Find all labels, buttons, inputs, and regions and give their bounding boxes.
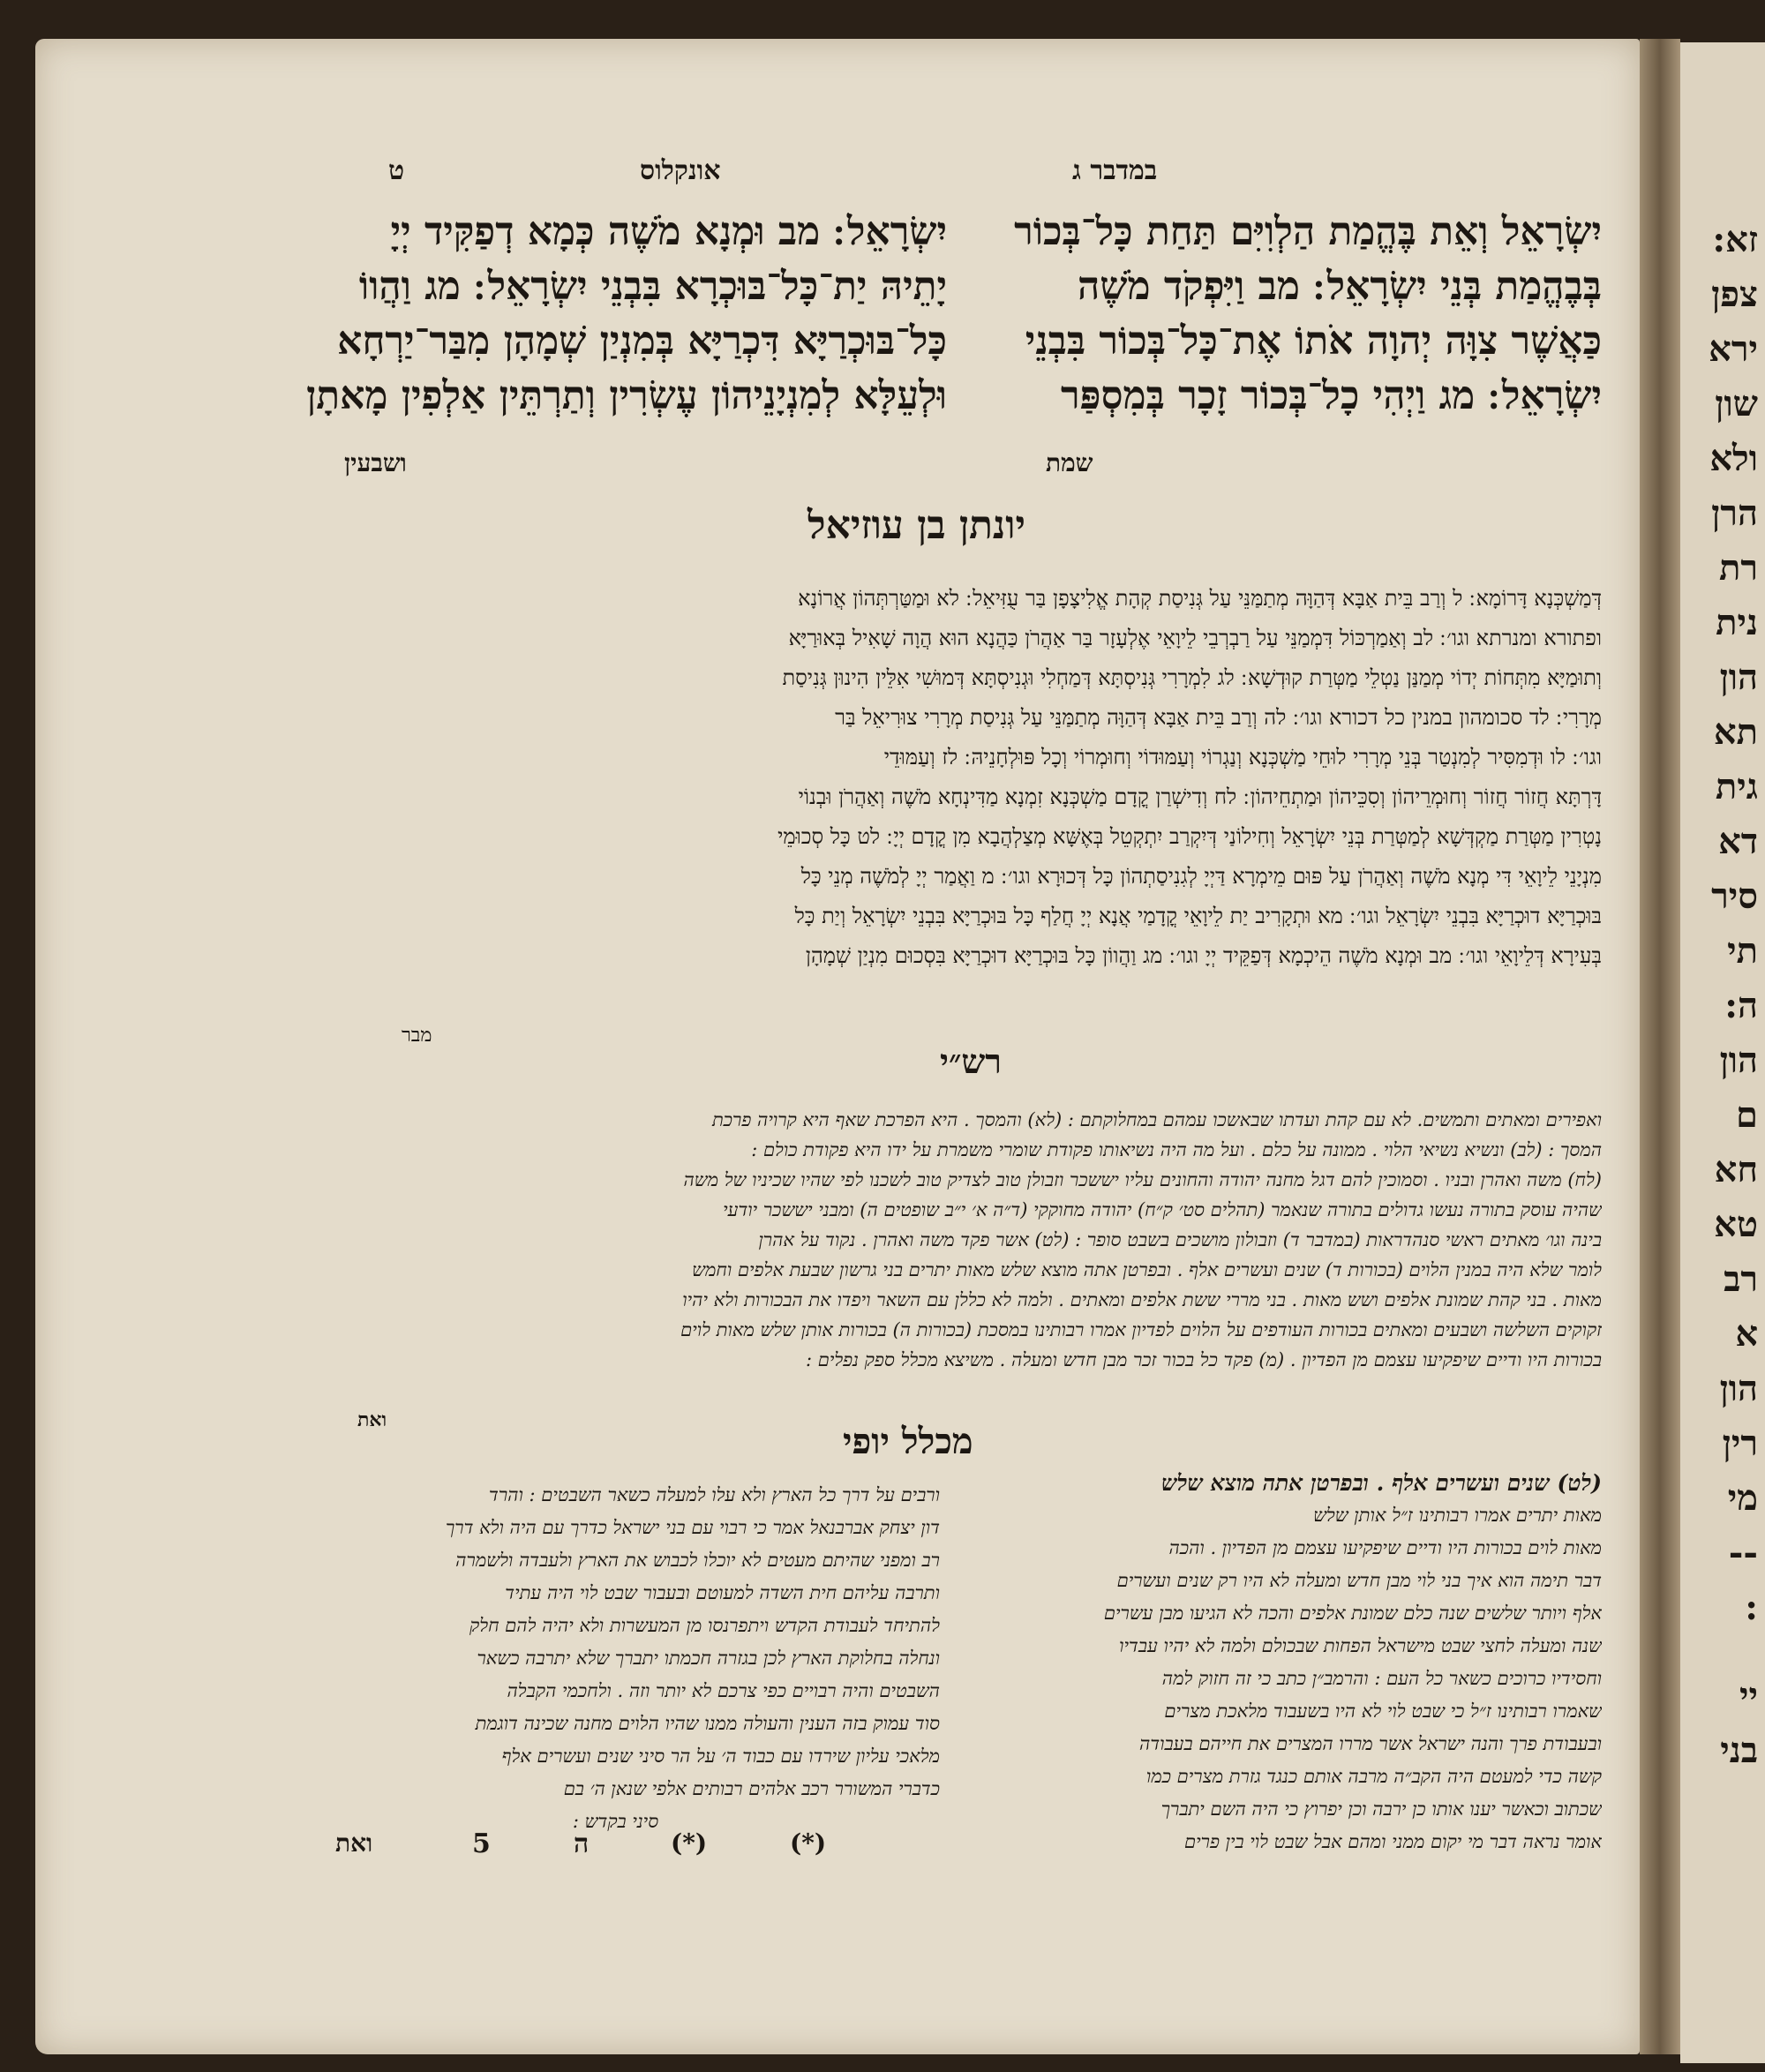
edge-line: חא — [1714, 1149, 1758, 1190]
jonathan-line: מְרָרִי ׃ לד סכומהון במנין כל דכורא וגו׳ ׃ לה וְרַב בֵּית אַבָּא דְּהַוָּה מְתַמַּנֵּי עַל גְּנִיסַת מְרָרִי צוּרִיאֵל בַּר — [835, 705, 1602, 730]
onkelos-line: כָּל־בּוּכְרַיָּא דִּכְרַיָּא בְּמִנְיַן שְׁמָהָן מִבַּר־יַרְחָא — [337, 319, 947, 364]
edge-line: הון — [1719, 1040, 1758, 1081]
edge-line: שון — [1715, 383, 1758, 424]
jonathan-line: בּוּכְרַיָּא דוּכְרַיָּא בִּבְנֵי יִשְׂרָאֵל וגו׳ ׃ מא וּתְקָרִיב יַת לֵיוָאֵי קֳדָמַי אֲנָא יְיָ חֲלַף כָּל בּוּכְרַיָּא בִּבְנֵי יִשְׂרָאֵל וְיַת כָּל — [794, 904, 1602, 928]
next-page-edge — [1680, 42, 1765, 2063]
mikhlal-line: שאמרו רבותינו ז״ל כי שבט לוי לא היו בשעבוד מלאכת מצרים — [1164, 1700, 1602, 1722]
signature-letter: ה — [574, 1828, 590, 1859]
mikhlal-line: דון יצחק אברבנאל אמר כי רבוי עם בני ישראל כדרך עם היה ולא דרך — [445, 1517, 940, 1538]
mikhlal-left-column — [291, 1479, 940, 1838]
edge-line: ם — [1736, 1094, 1758, 1136]
page-catchword: ואת — [335, 1828, 373, 1858]
mikhlal-line: (לט) שנים ועשרים אלף . ובפרטן אתה מוצא שלש — [1160, 1470, 1602, 1496]
mikhlal-yofi-title: מכלל יופי — [843, 1421, 973, 1462]
jonathan-title: יונתן בן עוזיאל — [807, 503, 1026, 548]
edge-line: ולא — [1709, 438, 1758, 479]
jonathan-line: מִנְיָנֵי לֵיוָאֵי דִּי מְנָא מֹשֶׁה וְאַהֲרֹן עַל פּוּם מֵימְרָא דַּיְיָ לְגִנִיסַתְהוֹן כָּל דְּכוּרָא וגו׳ ׃ מ וַאֲמַר יְיָ לְמֹשֶׁה מְנֵי כָּל — [800, 864, 1602, 889]
signature-number: 5 — [472, 1828, 491, 1859]
edge-line: בני — [1720, 1730, 1758, 1771]
edge-line: רב — [1724, 1258, 1758, 1300]
mikhlal-line: ורבים על דרך כל הארץ ולא עלו למעלה כשאר השבטים : והרד — [489, 1484, 940, 1505]
mikhlal-line: כדברי המשורר רכב אלהים רבותים אלפי שנאן ה׳ בם — [563, 1778, 940, 1799]
jonathan-block — [291, 579, 1602, 976]
rashi-title: רש״י — [940, 1041, 1002, 1081]
rashi-line: המסך : (לב) ונשיא נשיאי הלוי . ממונה על כלם . ועל מה היה נשיאותו פקודת שומרי משמרת על ידו היא פקודת כולם : — [751, 1139, 1602, 1160]
mikhlal-right-column — [966, 1467, 1602, 1858]
jonathan-catchword: מבר — [402, 1025, 432, 1047]
edge-line: רת — [1718, 547, 1758, 589]
mikhlal-line: מאות יתרים אמרו רבותינו ז״ל אותן שלש — [1313, 1505, 1602, 1526]
edge-line: רין — [1722, 1423, 1758, 1464]
edge-line: דא — [1718, 821, 1758, 862]
jonathan-line: בְּעִירָא דְּלֵיוָאֵי וגו׳ ׃ מב וּמְנָא מֹשֶׁה הֵיכְמָא דְּפַקֵּיד יְיָ וגו׳ ׃ מג וַהֲווֹן כָּל בּוּכְרַיָּא דוּכְרַיָּא בִּסְכוּם מִנְיַן שְׁמָהָן — [805, 943, 1602, 968]
running-head-onkelos: אונקלוס — [640, 155, 721, 186]
mikhlal-line: אומר נראה דבר מי יקום ממני ומהם אבל שבט לוי בין פרים — [1184, 1831, 1602, 1852]
rashi-line: ואפירים ומאתים ותמשים. לא עם קהת ועדתו שבאשכו עמהם במחלוקתם : (לא) והמסך . היא הפרכת שאף היא קרויה פרכת — [711, 1109, 1602, 1130]
edge-line: הון — [1719, 657, 1758, 698]
hebrew-catchword: שמת — [1046, 448, 1093, 477]
edge-line: צפן — [1711, 274, 1758, 315]
jonathan-line: נָטְרִין מַטְּרַת מַקְדְּשָׁא לְמַטְּרַת בְּנֵי יִשְׂרָאֵל וְחִילוֹנַי דְּיִקְרַב יִתְקְטֵל בְּאֶשָּׁא מְצַלְהֲבָא מִן קֳדָם יְיָ ׃ לט כָּל סְכוּמֵי — [777, 824, 1602, 849]
onkelos-line: יָתֵיהּ יַת־כָּל־בּוּכְרָא בִּבְנֵי יִשְׂרָאֵל ׃ מג וַהֲווֹ — [358, 264, 947, 309]
onkelos-line: וּלְעֵלָּא לְמִנְיָנֵיהוֹן עֶשְׂרִין וְתַרְתֵּין אַלְפִין מָאתָן — [306, 373, 947, 418]
edge-line: זא: — [1712, 219, 1758, 260]
book-gutter — [1640, 39, 1680, 2054]
mikhlal-line: סיני בקדש : — [572, 1811, 659, 1832]
edge-line: ירא — [1709, 328, 1758, 370]
mikhlal-line: רב ומפני שהיתם מעטים לא יוכלו לכבוש את הארץ ולעבדה ולשמרה — [455, 1550, 940, 1571]
edge-line: יי — [1739, 1675, 1758, 1716]
edge-line: הרן — [1711, 492, 1758, 534]
onkelos-catchword: ושבעין — [344, 448, 407, 477]
edge-line: א — [1735, 1313, 1758, 1355]
signature-mark: (*) — [671, 1828, 708, 1858]
hebrew-line: יִשְׂרָאֵל וְאֵת בֶּהֱמַת הַלְוִיִּם תַּחַת כָּל־בְּכוֹר — [1014, 209, 1602, 254]
mikhlal-line: ונחלה בחלוקת הארץ לכן בגזרה חכמתו יתברך שלא יתרבה כשאר — [477, 1648, 940, 1669]
mikhlal-line: אלף ויותר שלשים שנה כלם שמונת אלפים והכה לא הגיעו מבן עשרים — [1103, 1603, 1602, 1624]
rashi-line: שהיה עוסק בתורה נעשו גדולים בתורה שנאמר (תהלים סט׳ ק״ח) יהודה מחוקקי (ד״ה א׳ י״ב שופטים ה) ומבני יששכר יודעי — [723, 1199, 1602, 1220]
edge-line: גית — [1715, 766, 1758, 807]
mikhlal-line: שכתוב וכאשר יענו אותו כן ירבה וכן יפרוץ כי היה השם יתברך — [1160, 1798, 1602, 1820]
mikhlal-line: שנה ומעלה לחצי שבט מישראל הפחות שבכולם ולמה לא יהיו עבדיו — [1119, 1635, 1602, 1656]
rashi-catchword: ואת — [357, 1408, 387, 1431]
mikhlal-line: להתיחד לעבודת הקדש ויתפרנסו מן המעשרות ולא יהיה להם חלק — [469, 1615, 940, 1636]
rashi-line: זקוקים השלשה ושבעים ומאתים בכורות העודפים על הלוים לפדיון אמרו רבותינו במסכת (בכורות ה) בכורות אותן שלש מאות לוים — [680, 1319, 1602, 1340]
hebrew-line: כַּאֲשֶׁר צִוָּה יְהוָה אֹתוֹ אֶת־כָּל־בְּכוֹר בִּבְנֵי — [1025, 319, 1602, 364]
mikhlal-line: מאות לוים בכורות היו ודיים שיפקיעו עצמם מן הפדיון . והכה — [1168, 1537, 1602, 1558]
onkelos-line: יִשְׂרָאֵל ׃ מב וּמְנָא מֹשֶׁה כְּמָא דְפַקִּיד יְיָ — [390, 209, 947, 254]
rashi-line: לומר שלא היה במנין הלוים (בכורות ד) שנים ועשרים אלף . ובפרטן אתה מוצא שלש מאות יתרים בני גרשון שבעת אלפים וחמש — [692, 1259, 1602, 1280]
edge-line: מי — [1727, 1477, 1758, 1519]
edge-line: נית — [1716, 602, 1758, 643]
edge-line: תא — [1713, 711, 1758, 753]
mikhlal-line: סוד עמוק בזה הענין והעולה ממנו שהיו הלוים מחנה שכינה דוגמת — [475, 1713, 940, 1734]
edge-line: הון — [1719, 1368, 1758, 1409]
folio-number: ט — [388, 155, 405, 186]
mikhlal-line: דבר תימה הוא איך בני לוי מבן חדש ומעלה לא היו רק שנים ועשרים — [1116, 1570, 1602, 1591]
signature-mark: (*) — [790, 1828, 827, 1858]
jonathan-line: וגו׳ ׃ לו וּדְמִסִּיר לְמִנְטַר בְּנֵי מְרָרִי לוּחֵי מַשְׁכְּנָא וְנַגְרוֹי וְעַמּוּדוֹי וְחוּמְרוֹי וְכָל פּוּלְחָנֵיהּ ׃ לז וְעַמּוּדֵי — [883, 745, 1602, 769]
hebrew-text-column — [984, 205, 1602, 424]
hebrew-line: בְּבֶהֱמַת בְּנֵי יִשְׂרָאֵל ׃ מב וַיִּפְקֹד מֹשֶׁה — [1078, 264, 1602, 309]
mikhlal-line: וחסידיו כרוכים כשאר כל העם : והרמב״ן כתב כי זה חזוק למה — [1161, 1668, 1602, 1689]
mikhlal-line: ובעבודת פרך והנה ישראל אשר מררו המצרים את חייהם בעבודה — [1139, 1733, 1602, 1754]
rashi-line: בינה וגו׳ מאתים ראשי סנהדראות (במדבר ד) וזבולון מושכים בשבט סופר : (לט) אשר פקד משה ואהרן . נקוד על אהרן — [758, 1229, 1602, 1250]
rashi-line: בכורות היו ודיים שיפקיעו עצמם מן הפדיון . (מ) פקד כל בכור זכר מבן חדש ומעלה . משיצא מכלל ספק נפלים : — [805, 1349, 1602, 1370]
edge-line: סיר — [1711, 875, 1758, 917]
edge-line: ה: — [1724, 985, 1758, 1026]
jonathan-line: דְּמַשְׁכְּנָא דָּרוֹמָא ׃ ל וְרַב בֵּית אַבָּא דְּהַוָּה מְתַמַּנֵּי עַל גְּנִיסַת קְהָת אֱלִיצָפָן בַּר עֻזִּיאֵל ׃ לא וּמַטַּרְתְּהוֹן אֲרוֹנָא — [798, 586, 1602, 611]
rashi-block — [291, 1105, 1602, 1375]
jonathan-line: וְתוּמַיָּא מִתְּחוֹת יְדוֹי מְמַנַּן נַטְלֵי מַטְּרַת קוּדְשָׁא ׃ לג לִמְרָרִי גְּנִיסְתָּא דְּמַחְלִי וּגְנִיסְתָּא דְּמוּשִׁי אִלֵּין הִינוּן גְּנִיסַת — [782, 665, 1602, 690]
mikhlal-line: השבטים והיה רבויים כפי צרכם לא יותר וזה . ולחכמי הקבלה — [507, 1680, 940, 1701]
hebrew-line: יִשְׂרָאֵל ׃ מג וַיְהִי כָל־בְּכוֹר זָכָר בְּמִסְפַּר — [1060, 373, 1602, 418]
mikhlal-line: מלאכי עליון שירדו עם כבוד ה׳ על הר סיני שנים ועשרים אלף — [501, 1745, 940, 1767]
rashi-line: מאות . בני קהת שמונת אלפים ושש מאות . בני מררי ששת אלפים ומאתים . ולמה לא כללן עם השאר ויפדו את הבכורות ולא יהיו — [682, 1289, 1602, 1310]
mikhlal-line: ותרבה עליהם חית השדה למעוטם ובעבור שבט לוי היה עתיד — [505, 1582, 940, 1603]
edge-line: טא — [1714, 1204, 1758, 1245]
jonathan-line: דָּרְתָּא חֲזוֹר חֲזוֹר וְחוּמְרֵיהוֹן וְסִכֵּיהוֹן וּמַתְחֵיהוֹן ׃ לח וְדִישְׁרַן קֳדָם מַשְׁכְּנָא זִמְנָא מַדִּינְחָא מֹשֶׁה וְאַהֲרֹן וּבְנוֹי — [798, 785, 1602, 809]
onkelos-column — [289, 205, 947, 424]
rashi-line: (לח) משה ואהרן ובניו . וסמוכין להם דגל מחנה יהודה והחונים עליו יששכר וזבולן טוב לצדיק טוב לשכנו לפי שהיו שכיניו של משה — [683, 1169, 1602, 1190]
running-head-book: במדבר ג — [1072, 155, 1158, 186]
edge-line: -- — [1728, 1532, 1758, 1573]
mikhlal-line: קשה כדי למעטם היה הקב״ה מרבה אותם כנגד גזרת מצרים כמו — [1145, 1766, 1602, 1787]
edge-line: תי — [1727, 930, 1758, 972]
jonathan-line: ופתורא ומנרתא וגו׳ ׃ לב וְאַמַרְכּוֹל דִּמְמַנֵּי עַל רַבְרְבֵי לֵיוָאֵי אֶלְעָזָר בַּר אַהֲרֹן כַּהֲנָא הוּא הֲוָה שָׁאִיל בְּאוּרַיָּא — [788, 626, 1602, 650]
edge-line: : — [1745, 1587, 1758, 1628]
